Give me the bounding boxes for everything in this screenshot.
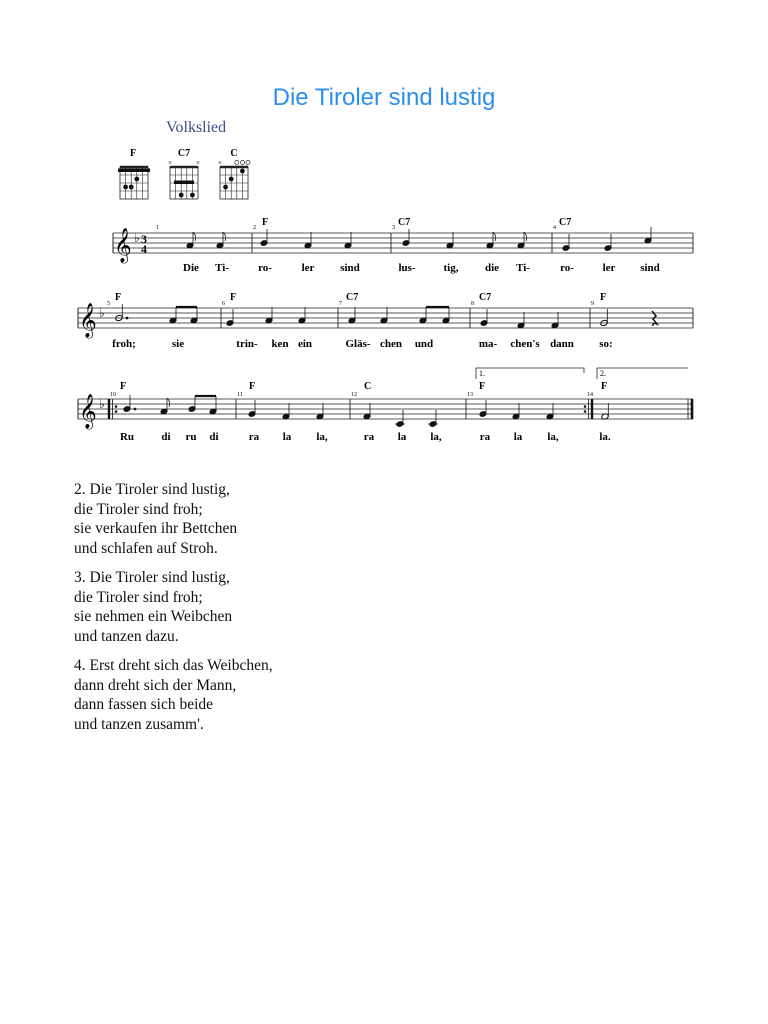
- time-signature: 3: [141, 232, 147, 246]
- verse-line: die Tiroler sind froh;: [74, 588, 203, 606]
- lyric-syllable: ra: [479, 431, 491, 443]
- lyric-syllable: la,: [430, 431, 442, 443]
- chord-symbol: C7: [479, 292, 492, 303]
- lyric-syllable: chen's: [510, 338, 540, 350]
- lyric-syllable: ein: [297, 338, 313, 350]
- song-title: Die Tiroler sind lustig: [272, 84, 496, 111]
- lyric-syllable: Ti-: [215, 262, 229, 274]
- measure-number: 3: [392, 225, 395, 231]
- measure-number: 10: [110, 392, 116, 398]
- svg-text:×: ×: [168, 159, 172, 167]
- lyric-syllable: und: [414, 338, 434, 350]
- lyric-syllable: Ti-: [516, 262, 530, 274]
- verse-line: 3. Die Tiroler sind lustig,: [74, 569, 230, 586]
- lyric-syllable: la: [282, 431, 292, 443]
- chord-diagram-f: [118, 148, 150, 199]
- chord-symbol: F: [230, 292, 237, 303]
- lyric-syllable: ler: [301, 262, 315, 274]
- chord-diagram-label: C: [230, 148, 238, 159]
- measure-number: 4: [553, 225, 556, 231]
- lyric-syllable: ra: [363, 431, 375, 443]
- chord-diagram-label: F: [129, 148, 137, 159]
- measure-number: 14: [587, 392, 593, 398]
- chord-symbol: F: [120, 381, 127, 392]
- flat-icon: ♭: [99, 306, 105, 320]
- chord-symbol: C7: [346, 292, 359, 303]
- song-subtitle: Volkslied: [166, 119, 227, 136]
- chord-diagram-c7: [168, 148, 200, 199]
- flat-icon: ♭: [134, 231, 140, 245]
- lyric-syllable: ra: [248, 431, 260, 443]
- verse-line: die Tiroler sind froh;: [74, 500, 203, 518]
- lyric-syllable: di: [209, 431, 219, 443]
- first-ending-bracket: [476, 368, 584, 379]
- chord-symbol: F: [115, 292, 122, 303]
- verse-line: dann dreht sich der Mann,: [74, 676, 237, 694]
- ending-label: 2.: [600, 369, 606, 378]
- lyric-syllable: chen: [380, 338, 402, 350]
- measure-number: 8: [471, 301, 474, 307]
- lyric-syllable: sie: [171, 338, 185, 350]
- verse-3: [74, 568, 474, 646]
- chord-symbol: C: [364, 381, 372, 392]
- measure-number: 12: [351, 392, 357, 398]
- lyric-syllable: di: [161, 431, 171, 443]
- lyric-syllable: tig,: [443, 262, 459, 274]
- measure-number: 1: [156, 225, 159, 231]
- lyric-syllable: sind: [340, 262, 360, 274]
- lyric-syllable: ma-: [478, 338, 498, 350]
- lyric-syllable: Gläs-: [345, 338, 371, 350]
- treble-clef-icon: 𝄞: [114, 229, 132, 262]
- chord-symbol: F: [262, 217, 269, 228]
- lyric-syllable: trin-: [236, 338, 258, 350]
- svg-text:×: ×: [196, 159, 200, 167]
- chord-symbol: F: [479, 381, 486, 392]
- chord-diagram-label: C7: [177, 148, 191, 159]
- verse-line: sie verkaufen ihr Bettchen: [74, 520, 238, 537]
- lyric-syllable: Die: [183, 262, 199, 274]
- lyric-syllable: ru: [185, 431, 197, 443]
- lyric-syllable: die: [484, 262, 500, 274]
- treble-clef-icon: 𝄞: [79, 395, 97, 428]
- verse-line: 2. Die Tiroler sind lustig,: [74, 481, 230, 498]
- measure-number: 6: [222, 301, 225, 307]
- verse-line: und tanzen dazu.: [74, 627, 179, 645]
- lyric-syllable: Ru: [119, 431, 135, 443]
- second-ending-bracket: [597, 368, 688, 379]
- lyric-syllable: la,: [547, 431, 559, 443]
- verse-4: [74, 656, 474, 734]
- additional-verses: [74, 480, 474, 744]
- chord-symbol: C7: [559, 217, 572, 228]
- lyric-syllable: lus-: [398, 262, 416, 274]
- measure-number: 2: [253, 225, 256, 231]
- verse-2: [74, 480, 474, 558]
- svg-text:×: ×: [218, 159, 222, 167]
- verse-line: dann fassen sich beide: [74, 696, 214, 713]
- chord-symbol: F: [601, 381, 608, 392]
- lyric-syllable: la,: [316, 431, 328, 443]
- verse-line: 4. Erst dreht sich das Weibchen,: [74, 657, 273, 674]
- chord-diagrams: [112, 145, 262, 205]
- chord-diagram-c: [218, 148, 250, 199]
- time-signature: 4: [141, 242, 147, 256]
- lyric-syllable: la: [397, 431, 407, 443]
- lyric-syllable: ken: [271, 338, 289, 350]
- measure-number: 11: [237, 392, 243, 398]
- lyric-syllable: ro-: [560, 262, 574, 274]
- chord-symbol: F: [600, 292, 607, 303]
- lyric-syllable: ler: [602, 262, 616, 274]
- ending-label: 1.: [479, 369, 485, 378]
- treble-clef-icon: 𝄞: [79, 304, 97, 337]
- measure-number: 9: [591, 301, 594, 307]
- lyric-syllable: sind: [640, 262, 660, 274]
- measure-number: 13: [467, 392, 473, 398]
- chord-symbol: F: [249, 381, 256, 392]
- verse-line: und schlafen auf Stroh.: [74, 539, 218, 557]
- verse-line: und tanzen zusamm'.: [74, 715, 204, 733]
- flat-icon: ♭: [99, 397, 105, 411]
- lyric-syllable: ro-: [258, 262, 272, 274]
- chord-symbol: C7: [398, 217, 411, 228]
- music-system-3: [0, 363, 768, 463]
- measure-number: 5: [107, 301, 110, 307]
- lyric-syllable: so:: [599, 338, 613, 350]
- lyric-syllable: froh;: [112, 338, 136, 350]
- verse-line: sie nehmen ein Weibchen: [74, 608, 233, 625]
- lyric-syllable: la.: [599, 431, 611, 443]
- lyric-syllable: la: [513, 431, 523, 443]
- lyric-syllable: dann: [550, 338, 574, 350]
- measure-number: 7: [339, 301, 342, 307]
